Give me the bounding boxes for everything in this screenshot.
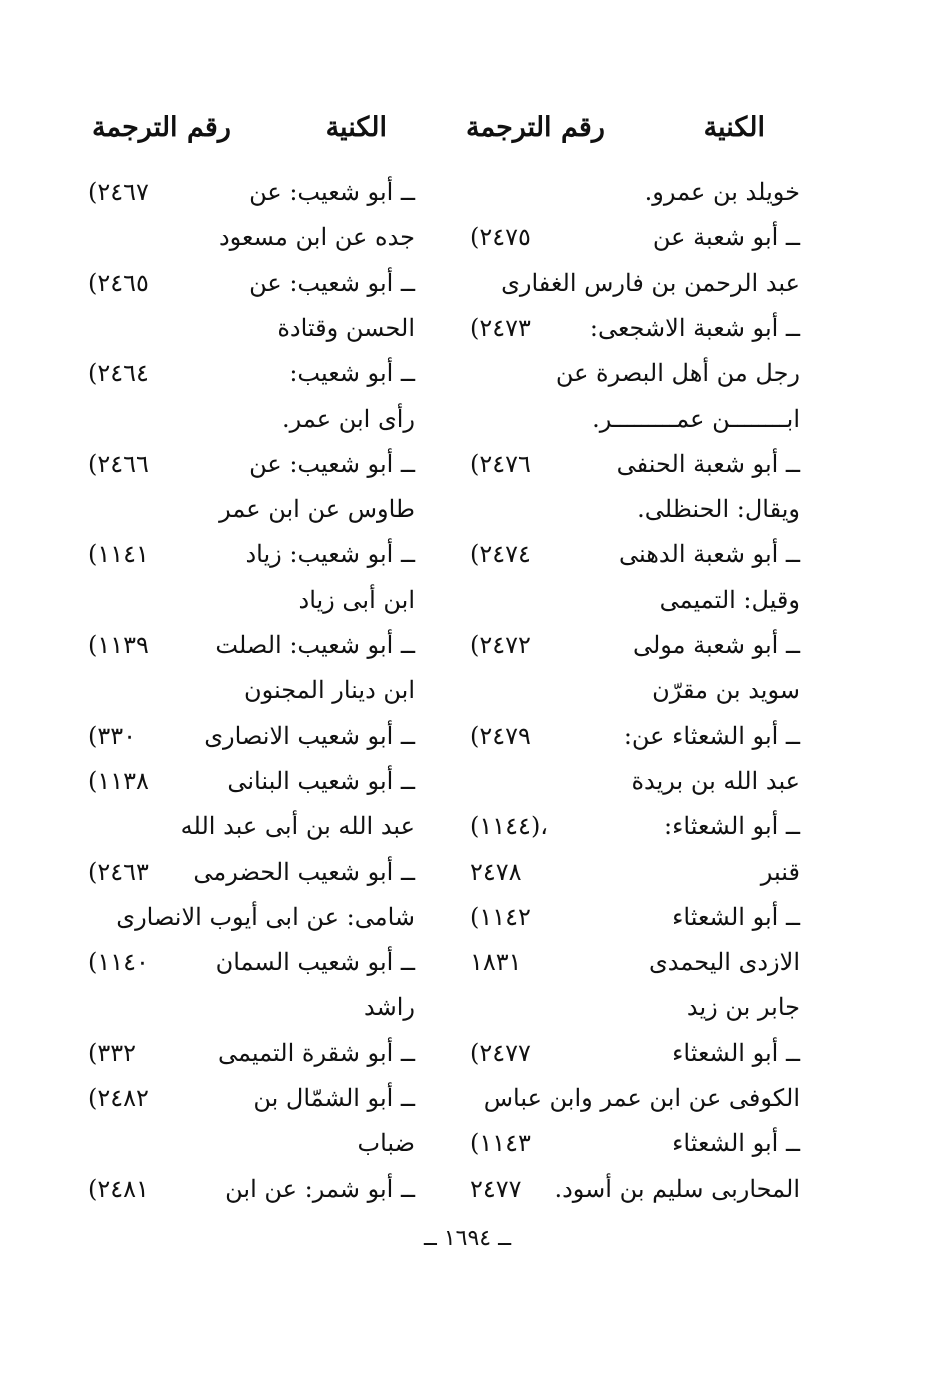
left-number-cell: (٢٤٦٧ [88,178,149,206]
right-number-cell [470,261,580,305]
left-number-cell [88,1121,198,1165]
right-number-cell [470,351,580,395]
left-number-cell: (٢٤٨١ [88,1174,149,1203]
table-row [0,804,935,848]
left-name-cell: ــ أبو شعيب: زياد [245,540,415,569]
left-name-cell: رأى ابن عمر. [282,404,415,433]
right-number-cell [470,668,580,712]
right-number-cell [470,170,580,214]
table-row [0,487,935,531]
left-name-cell: ــ أبو شمر: عن ابن [225,1174,415,1203]
page-number: ــ ١٦٩٤ ــ [423,1226,512,1251]
left-name-cell: ــ أبو شعيب: عن [249,178,415,206]
right-name-cell: رجل من أهل البصرة عن [555,359,800,388]
right-number-cell [470,578,580,622]
table-row [0,261,935,305]
left-number-cell: (١١٤٠ [88,948,149,977]
right-number-cell: (٢٤٧٧ [470,1038,531,1067]
right-name-cell: عبد الله بن بريدة [631,766,800,795]
left-number-cell [88,985,198,1029]
left-number-cell [88,487,198,531]
right-name-cell: وقيل: التميمى [659,585,800,614]
right-number-cell: (١١٤٣ [470,1129,531,1158]
table-row [0,170,935,214]
right-name-cell: ــ أبو الشعثاء [672,1038,800,1067]
table-row [0,940,935,984]
left-name-cell: ــ أبو شعيب: الصلت [215,631,415,659]
left-number-cell [88,397,198,441]
left-name-cell: ــ أبو شقرة التميمى [218,1038,415,1067]
left-name-cell: عبد الله بن أبى عبد الله [180,812,415,841]
right-number-cell: (١١٤٤)، [470,812,549,841]
table-row [0,1076,935,1120]
table-row [0,850,935,894]
table-row [0,351,935,395]
right-name-cell: ــ أبو شعبة مولى [632,631,800,659]
left-name-cell: طاوس عن ابن عمر [219,495,415,524]
table-row [0,215,935,259]
header-right-num: رقم الترجمة [466,112,605,143]
table-row [0,532,935,576]
right-number-cell: (٢٤٧٩ [470,721,531,750]
left-number-cell: (٢٤٦٦ [88,449,149,478]
header-left-name: الكنية [325,112,387,143]
left-name-cell: الحسن وقتادة [277,313,415,342]
right-number-cell: (٢٤٧٥ [470,223,531,252]
left-name-cell: ــ أبو شعيب السمان [215,948,415,977]
right-number-cell: (٢٤٧٢ [470,631,531,659]
left-name-cell: ــ أبو شعيب: [289,359,415,388]
right-name-cell: ويقال: الحنظلى. [637,495,800,524]
right-name-cell: ــ أبو شعبة عن [652,223,800,252]
left-number-cell [88,306,198,350]
left-number-cell [88,895,198,939]
left-number-cell [88,215,198,259]
left-number-cell: (٢٤٨٢ [88,1084,149,1112]
left-name-cell: ضباب [357,1129,415,1158]
left-name-cell: ــ أبو شعيب: عن [249,268,415,297]
right-name-cell: جابر بن زيد [686,993,800,1022]
table-row [0,1167,935,1211]
right-name-cell: ــ أبو الشعثاء [672,1129,800,1158]
left-number-cell [88,804,198,848]
right-name-cell: الكوفى عن ابن عمر وابن عباس [483,1084,800,1112]
right-name-cell: ــ أبو الشعثاء [672,902,800,931]
left-number-cell: (٢٤٦٣ [88,857,149,886]
left-number-cell [88,668,198,712]
table-row [0,714,935,758]
left-number-cell [88,578,198,622]
left-name-cell: ابن دينار المجنون [244,676,415,705]
table-row [0,895,935,939]
left-number-cell: (٢٤٦٥ [88,268,149,297]
left-name-cell: ــ أبو شعيب البنانى [227,766,415,795]
table-row [0,442,935,486]
right-name-cell: الازدى اليحمدى [648,948,800,977]
right-name-cell: ــ أبو الشعثاء عن: [623,721,800,750]
header-left-num: رقم الترجمة [92,112,231,143]
left-number-cell: (١١٤١ [88,540,149,569]
left-name-cell: ــ أبو شعيب الانصارى [204,721,415,750]
right-number-cell [470,985,580,1029]
table-row [0,1031,935,1075]
table-row [0,668,935,712]
table-row [0,759,935,803]
left-name-cell: ــ أبو شعيب: عن [249,449,415,478]
right-number-cell: (١١٤٢ [470,902,531,931]
right-name-cell: المحاربى سليم بن أسود. [554,1174,800,1203]
table-row [0,397,935,441]
left-number-cell: (١١٣٨ [88,766,149,795]
right-name-cell: ــ أبو شعبة الاشجعى: [589,313,800,342]
right-number-cell [470,487,580,531]
right-number-cell: (٢٤٧٣ [470,313,531,342]
right-name-cell: سويد بن مقرّن [652,676,800,705]
right-number-cell [470,759,580,803]
left-name-cell: راشد [364,993,415,1022]
right-name-cell: ابــــــــن عمـــــــــر. [592,404,800,433]
table-row [0,1121,935,1165]
left-name-cell: ابن أبى زياد [298,585,415,614]
table-row [0,623,935,667]
right-number-cell: ٢٤٧٧ [470,1174,522,1203]
right-name-cell: خويلد بن عمرو. [644,178,800,206]
right-name-cell: قنبر [760,857,800,886]
left-number-cell: (٢٤٦٤ [88,359,149,388]
left-name-cell: جده عن ابن مسعود [218,223,415,252]
right-name-cell: عبد الرحمن بن فارس الغفارى [501,268,800,297]
left-number-cell: (٣٣٢ [88,1038,137,1067]
right-name-cell: ــ أبو شعبة الدهنى [619,540,800,569]
left-name-cell: ــ أبو الشمّال بن [253,1084,415,1112]
right-number-cell: ١٨٣١ [470,948,522,977]
right-name-cell: ــ أبو شعبة الحنفى [616,449,800,478]
right-number-cell [470,397,580,441]
left-number-cell: (٣٣٠ [88,721,137,750]
right-name-cell: ــ أبو الشعثاء: [664,812,800,841]
table-row [0,306,935,350]
table-row [0,578,935,622]
right-number-cell: ٢٤٧٨ [470,857,522,886]
left-name-cell: شامى: عن ابى أيوب الانصارى [116,902,415,931]
left-number-cell: (١١٣٩ [88,631,149,659]
right-number-cell: (٢٤٧٦ [470,449,531,478]
header-right-name: الكنية [703,112,765,143]
left-name-cell: ــ أبو شعيب الحضرمى [193,857,415,886]
table-row [0,985,935,1029]
right-number-cell [470,1076,580,1120]
right-number-cell: (٢٤٧٤ [470,540,531,569]
